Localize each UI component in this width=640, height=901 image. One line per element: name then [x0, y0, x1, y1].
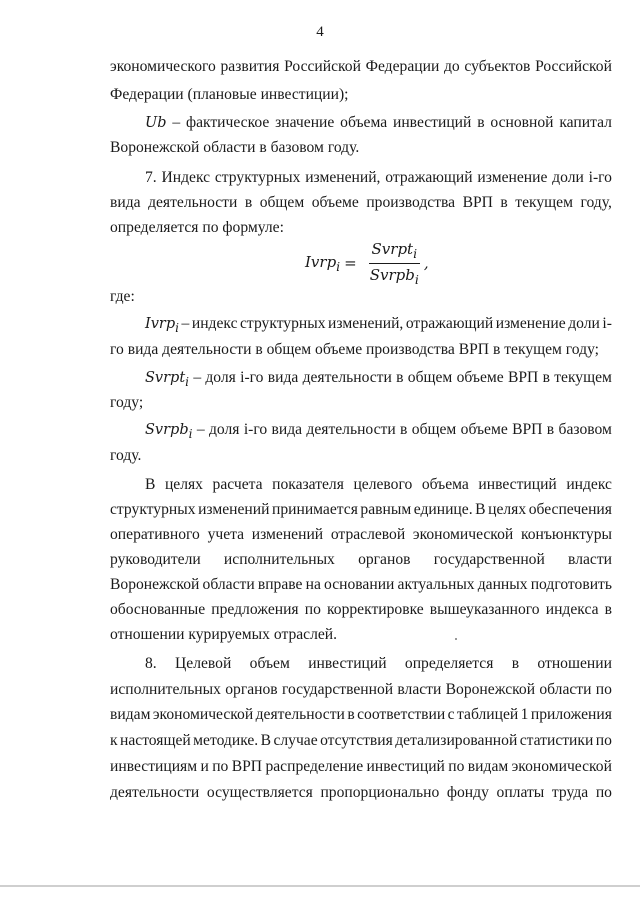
text-line: [145, 314, 612, 338]
word: учета: [207, 526, 245, 543]
word: случае: [273, 732, 318, 749]
word: предложения: [211, 601, 299, 618]
word: власти: [397, 681, 442, 698]
word: индекс: [191, 315, 238, 332]
word: деятельности: [148, 194, 238, 211]
text-line: [145, 475, 612, 495]
word: экономической: [511, 758, 612, 775]
word: целях: [488, 501, 527, 518]
word: деятельности: [255, 706, 345, 723]
formula-denominator: Svrpb$_i$: [369, 265, 419, 287]
word: доля: [208, 421, 240, 438]
word: в: [400, 421, 408, 438]
word: –: [196, 421, 205, 438]
word: Воронежской: [110, 576, 200, 593]
text-line: [110, 550, 612, 570]
text-line: Федерации (плановые инвестиции);: [110, 86, 349, 103]
word: году,: [580, 194, 612, 211]
word: актуальных: [397, 576, 475, 593]
word: экономической: [412, 526, 514, 543]
word: В: [145, 476, 156, 493]
word: капитал: [559, 114, 612, 131]
word: i-го: [243, 421, 268, 438]
word: данных: [477, 576, 528, 593]
word: в: [477, 114, 485, 131]
word: в: [511, 655, 520, 672]
word: органов: [358, 551, 411, 568]
page-number: 4: [316, 24, 324, 40]
word: i-: [602, 315, 612, 332]
math-symbol: Svrpt$_i$: [145, 370, 190, 389]
formula-numerator: Svrpt$_i$: [369, 240, 421, 264]
word: области: [202, 576, 255, 593]
text-line: [110, 600, 612, 620]
word: объеме: [311, 194, 359, 211]
word: в: [244, 194, 253, 211]
word: базовом: [558, 421, 612, 438]
word: структурных: [240, 315, 326, 332]
word: в: [604, 601, 612, 618]
text-line: [110, 193, 612, 213]
text-line: [110, 525, 612, 545]
word: вида: [110, 194, 141, 211]
word: i-го: [240, 369, 264, 386]
math-symbol: Ub: [145, 115, 167, 131]
word: Целевой: [175, 655, 232, 672]
word: в: [500, 194, 508, 211]
word: Федерации: [365, 58, 440, 75]
word: общем: [411, 421, 457, 438]
word: исполнительных: [110, 681, 221, 698]
text-line: [110, 705, 612, 725]
word: изменений: [198, 501, 270, 518]
word: –: [172, 114, 181, 131]
word: деятельности: [302, 369, 392, 386]
scan-speck: [455, 638, 457, 640]
word: в: [542, 369, 550, 386]
word: структурных: [110, 501, 196, 518]
word: вида: [267, 369, 299, 386]
word: доли: [552, 169, 584, 186]
text-line: Воронежской области в базовом году.: [110, 139, 360, 156]
word: текущем: [515, 194, 573, 211]
word: отражающий: [405, 315, 494, 332]
word: объема: [340, 114, 388, 131]
word: по: [595, 732, 612, 749]
word: В: [475, 501, 486, 518]
word: методике.: [193, 732, 259, 749]
word: изменений,: [305, 169, 381, 186]
word: изменение: [477, 169, 548, 186]
word: распределение: [265, 758, 364, 775]
word: Воронежской: [445, 681, 536, 698]
word: объеме: [460, 421, 508, 438]
word: –: [181, 315, 190, 332]
math-symbol: Ivrp$_i$: [145, 316, 180, 335]
word: в: [546, 421, 555, 438]
word: единице.: [413, 501, 473, 518]
word: инвестиций: [392, 114, 472, 131]
word: общем: [407, 369, 453, 386]
word: индекса: [545, 601, 599, 618]
word: основании: [324, 576, 395, 593]
formula-equals: =: [344, 254, 357, 272]
word: ВРП: [462, 194, 493, 211]
text-line: [145, 420, 612, 444]
word: объема: [421, 476, 469, 493]
text-line: где:: [110, 288, 135, 305]
word: по: [595, 681, 612, 698]
word: инвестициям: [110, 758, 198, 775]
word: конъюнктуры: [520, 526, 612, 543]
word: вправе: [257, 576, 303, 593]
text-line: [110, 680, 612, 700]
word: фактическое: [185, 114, 270, 131]
word: изменение: [495, 315, 566, 332]
word: видам: [467, 758, 509, 775]
text-line: [145, 113, 612, 133]
word: расчета: [212, 476, 263, 493]
word: инвестиций: [478, 476, 557, 493]
word: ВРП: [512, 421, 543, 438]
word: изменений,: [328, 315, 404, 332]
text-line: году.: [110, 447, 142, 464]
formula-fraction: [367, 240, 422, 287]
word: ВРП: [507, 369, 539, 386]
word: i-го: [588, 169, 612, 186]
word: Индекс: [161, 169, 211, 186]
word: соответствии: [357, 706, 446, 723]
word: оплаты: [496, 784, 545, 801]
word: к: [110, 732, 118, 749]
text-line: го вида деятельности в общем объеме производства ВРП в текущем году;: [110, 341, 600, 358]
word: текущем: [554, 369, 612, 386]
word: 7.: [145, 169, 157, 186]
text-line: [110, 731, 612, 751]
word: экономического: [110, 58, 216, 75]
word: принимается: [271, 501, 358, 518]
word: отражающий: [385, 169, 473, 186]
word: деятельности: [110, 784, 200, 801]
word: отношении: [537, 655, 612, 672]
word: по: [595, 784, 612, 801]
text-line: [110, 757, 612, 777]
word: руководители: [110, 551, 201, 568]
word: основной: [490, 114, 554, 131]
text-line: отношении курируемых отраслей.: [110, 626, 338, 643]
word: индекс: [566, 476, 612, 493]
formula-lhs: Ivrp$_i$: [305, 252, 341, 274]
word: исполнительных: [223, 551, 335, 568]
word: видам: [110, 706, 151, 723]
word: органов: [225, 681, 278, 698]
word: объеме: [456, 369, 504, 386]
word: власти: [568, 551, 612, 568]
word: труда: [551, 784, 589, 801]
word: статистики: [519, 732, 594, 749]
word: оперативного: [110, 526, 200, 543]
word: определяется: [404, 655, 494, 672]
math-symbol: Svrpb$_i$: [145, 422, 193, 441]
word: пропорционально: [320, 784, 440, 801]
word: настоящей: [120, 732, 191, 749]
word: по: [212, 758, 229, 775]
word: по: [304, 601, 321, 618]
word: детализированной: [395, 732, 518, 749]
word: отраслевой: [330, 526, 406, 543]
word: Российской: [284, 58, 361, 75]
word: изменений: [251, 526, 324, 543]
word: вышеуказанного: [429, 601, 540, 618]
word: на: [305, 576, 321, 593]
word: общем: [259, 194, 305, 211]
word: ВРП: [231, 758, 263, 775]
word: производства: [366, 194, 456, 211]
word: в: [396, 369, 404, 386]
word: 1: [520, 706, 529, 723]
word: приложения: [530, 706, 612, 723]
word: целевого: [353, 476, 413, 493]
word: обеспечения: [528, 501, 612, 518]
word: значение: [275, 114, 335, 131]
text-line: [110, 783, 612, 803]
scan-edge: [0, 885, 640, 887]
word: равным: [360, 501, 412, 518]
text-line: [145, 168, 612, 188]
word: вида: [271, 421, 303, 438]
word: экономической: [152, 706, 254, 723]
word: до: [443, 58, 460, 75]
word: объем: [249, 655, 290, 672]
word: деятельности: [306, 421, 396, 438]
word: фонду: [446, 784, 489, 801]
word: по: [448, 758, 465, 775]
formula: [305, 240, 429, 286]
word: 8.: [145, 655, 157, 672]
word: инвестиций: [366, 758, 445, 775]
word: с: [447, 706, 455, 723]
word: В: [260, 732, 272, 749]
word: осуществляется: [206, 784, 313, 801]
word: субъектов: [464, 58, 531, 75]
word: доля: [205, 369, 236, 386]
word: целях: [164, 476, 203, 493]
word: показателя: [272, 476, 344, 493]
text-line: [110, 575, 612, 595]
word: в: [347, 706, 355, 723]
word: структурных: [214, 169, 301, 186]
word: области: [539, 681, 592, 698]
word: подготовить: [530, 576, 612, 593]
text-line: [145, 654, 612, 674]
word: обоснованные: [110, 601, 206, 618]
word: государственной: [281, 681, 394, 698]
text-line: [145, 368, 612, 392]
word: государственной: [433, 551, 545, 568]
word: таблицей: [457, 706, 519, 723]
word: –: [193, 369, 202, 386]
word: доли: [568, 315, 600, 332]
word: и: [200, 758, 209, 775]
text-line: [110, 57, 612, 77]
text-line: [110, 500, 612, 520]
word: Российской: [535, 58, 612, 75]
word: отсутствия: [320, 732, 393, 749]
word: корректировке: [326, 601, 424, 618]
formula-comma: ,: [423, 254, 429, 272]
word: инвестиций: [308, 655, 387, 672]
text-line: году;: [110, 394, 144, 411]
word: развития: [220, 58, 280, 75]
text-line: определяется по формуле:: [110, 219, 284, 236]
